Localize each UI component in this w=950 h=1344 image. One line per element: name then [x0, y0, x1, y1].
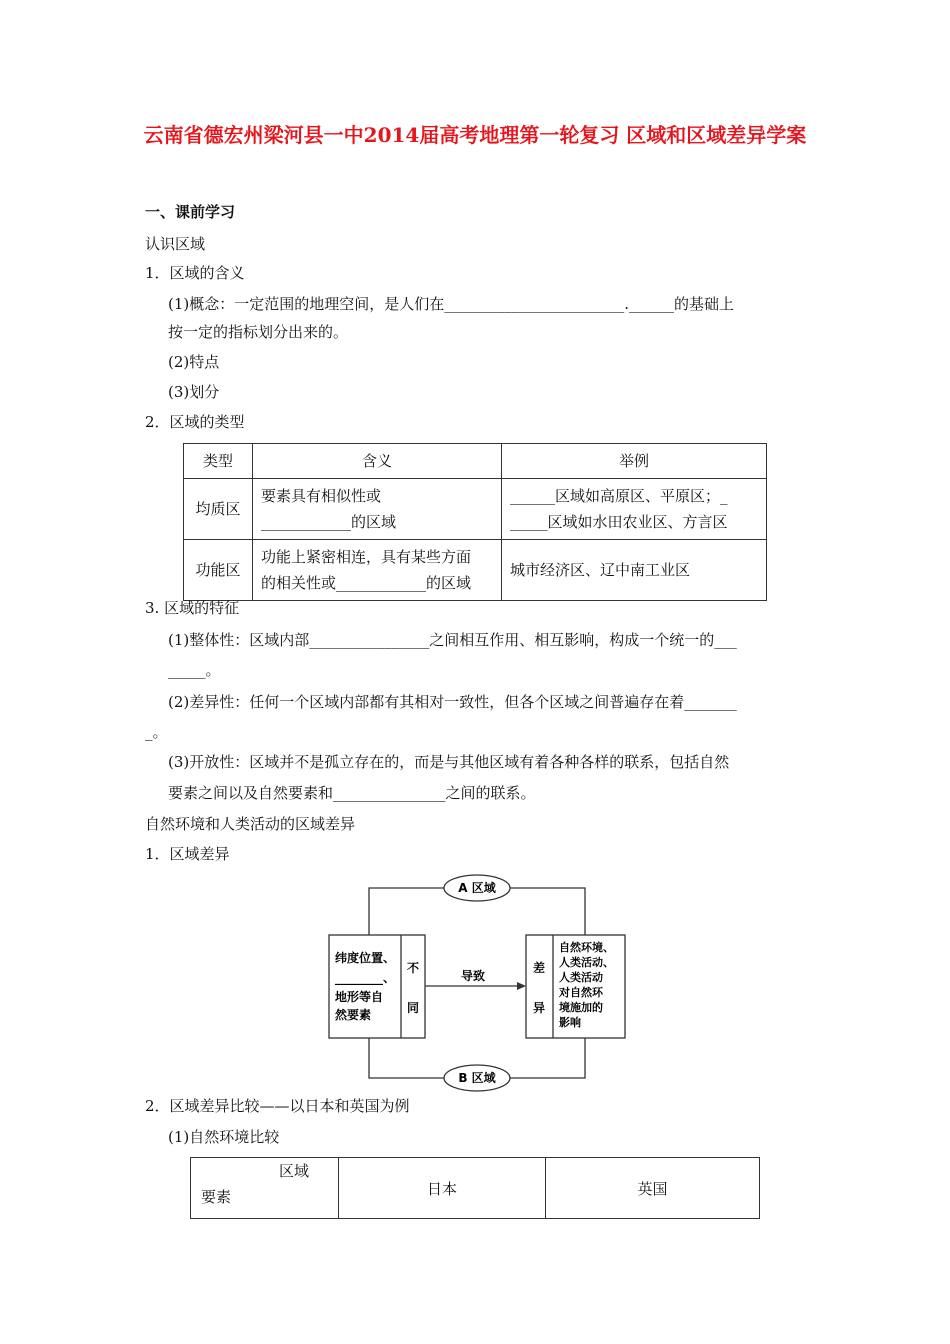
- arrow-head: [517, 982, 526, 990]
- cell-line: 的相关性或____________的区域: [261, 574, 472, 592]
- table-header-cell: 英国: [546, 1158, 760, 1219]
- table-cell-type: 功能区: [184, 540, 253, 601]
- right-box-line: 自然环境、: [559, 941, 614, 954]
- subheading-recognize-region: 认识区域: [145, 235, 206, 253]
- document-title: 云南省德宏州梁河县一中2014届高考地理第一轮复习 区域和区域差异学案: [143, 123, 807, 147]
- left-box-line: 地形等自: [335, 990, 384, 1004]
- cell-line: _____区域如水田农业区、方言区: [510, 513, 728, 531]
- region-b-label: B 区域: [458, 1071, 496, 1085]
- concept-line-1: (1)概念：一定范围的地理空间，是人们在________________________.______的基础上: [168, 295, 735, 313]
- natural-environment-line: (1)自然环境比较: [168, 1128, 280, 1146]
- item-japan-uk-comparison: 2．区域差异比较——以日本和英国为例: [145, 1097, 410, 1115]
- openness-line-1: (3)开放性：区域并不是孤立存在的，而是与其他区域有着各种各样的联系，包括自然: [168, 753, 730, 771]
- left-side-char: 不: [406, 961, 420, 975]
- table-corner-cell: [191, 1158, 339, 1219]
- division-line: (3)划分: [168, 383, 220, 401]
- left-box-line: ________、: [335, 971, 396, 985]
- item-region-meaning: 1．区域的含义: [145, 264, 245, 282]
- integrity-line-2: _____。: [168, 661, 221, 679]
- item-region-difference: 1．区域差异: [145, 845, 230, 863]
- left-side-char: 同: [406, 1001, 420, 1015]
- table-header-row: [191, 1158, 760, 1219]
- cell-line: ______区域如高原区、平原区；_: [510, 487, 728, 505]
- right-box-line: 对自然环: [559, 986, 603, 999]
- subheading-regional-difference: 自然环境和人类活动的区域差异: [145, 815, 356, 833]
- table-header-cell: 举例: [502, 444, 767, 479]
- right-box-line: 人类活动、: [559, 956, 614, 969]
- cell-line: 要素具有相似性或: [261, 487, 382, 505]
- cell-line: 功能上紧密相连，具有某些方面: [261, 548, 472, 566]
- arrow-label: 导致: [460, 969, 486, 983]
- difference-line-1: (2)差异性：任何一个区域内部都有其相对一致性，但各个区域之间普遍存在着_______: [168, 693, 737, 711]
- cell-line: 城市经济区、辽中南工业区: [510, 561, 691, 579]
- left-box-line: 纬度位置、: [335, 951, 396, 965]
- right-box-line: 影响: [559, 1016, 581, 1029]
- table-cell-type: 均质区: [184, 479, 253, 540]
- difference-line-2: _。: [145, 723, 168, 741]
- region-a-label: A 区域: [458, 881, 496, 895]
- feature-line: (2)特点: [168, 353, 220, 371]
- table-header-cell: 类型: [184, 444, 253, 479]
- corner-bottom-label: 要素: [201, 1188, 232, 1206]
- comparison-table: [190, 1157, 760, 1219]
- right-box-line: 境施加的: [559, 1001, 603, 1014]
- right-box-line: 人类活动: [559, 971, 603, 984]
- section-heading: 一、课前学习: [145, 203, 236, 221]
- cell-line: ____________的区域: [261, 513, 397, 531]
- openness-line-2: 要素之间以及自然要素和_______________之间的联系。: [168, 784, 536, 802]
- right-side-char: 差: [532, 961, 546, 975]
- corner-top-label: 区域: [279, 1162, 310, 1180]
- item-region-features: 3. 区域的特征: [145, 599, 240, 617]
- table-header-cell: 含义: [253, 444, 502, 479]
- concept-line-2: 按一定的指标划分出来的。: [168, 323, 349, 341]
- integrity-line-1: (1)整体性：区域内部________________之间相互作用、相互影响，构成一个统一的___: [168, 631, 737, 649]
- item-region-types: 2．区域的类型: [145, 413, 245, 431]
- left-box-line: 然要素: [335, 1008, 372, 1022]
- table-header-cell: 日本: [339, 1158, 546, 1219]
- right-side-char: 异: [532, 1001, 546, 1015]
